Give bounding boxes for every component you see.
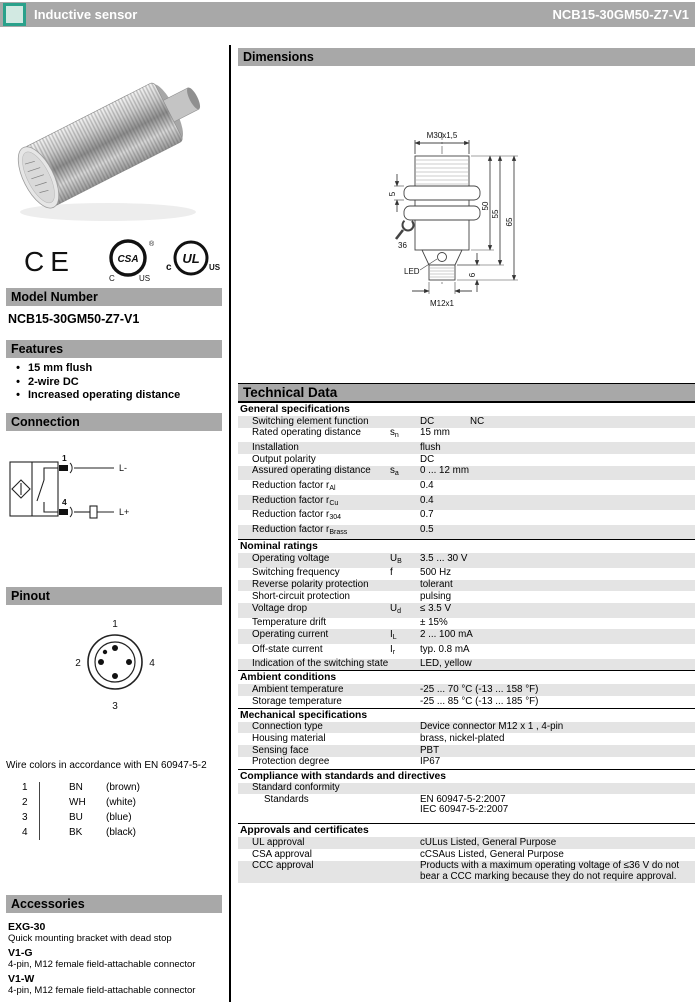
- accessories-list: [8, 918, 222, 996]
- tech-row-label: Protection degree: [252, 756, 330, 768]
- tech-row-value-part: NC: [470, 415, 485, 427]
- ce-mark: CE: [24, 246, 75, 277]
- tech-row-symbol: [390, 481, 420, 495]
- tech-row: [238, 603, 695, 618]
- tech-row-label: CSA approval: [252, 848, 312, 860]
- wire-pin: 4: [22, 827, 28, 838]
- svg-text:1: 1: [112, 619, 118, 630]
- wire-code: BK: [69, 827, 83, 838]
- tech-row: [238, 745, 695, 757]
- tech-section-title: Approvals and certificates: [238, 823, 695, 837]
- tech-row: [238, 416, 695, 428]
- svg-text:M30x1,5: M30x1,5: [426, 131, 458, 140]
- svg-text:L+: L+: [119, 507, 130, 517]
- tech-row: [238, 525, 695, 540]
- accessory-description: 4-pin, M12 female field-attachable connector: [8, 985, 196, 996]
- tech-row-symbol: [390, 496, 420, 510]
- tech-row-symbol: [390, 525, 420, 539]
- tech-row-symbol: $U_d$: [390, 602, 401, 615]
- product-photo: [8, 52, 216, 230]
- tech-row: [238, 428, 695, 443]
- tech-row-label: Installation: [252, 441, 299, 453]
- tech-row-label: Short-circuit protection: [252, 590, 351, 602]
- tech-row: [238, 644, 695, 659]
- bullet-icon: •: [16, 362, 20, 374]
- tech-row-value: ± 15%: [420, 617, 448, 629]
- wire-table-divider: [39, 782, 40, 840]
- wire-colors-note: Wire colors in accordance with EN 60947-5-2: [6, 760, 207, 771]
- tech-row-value: cULus Listed, General Purpose: [420, 836, 557, 848]
- tech-row-symbol: [390, 697, 420, 708]
- bullet-icon: •: [16, 389, 20, 401]
- tech-row: [238, 480, 695, 495]
- tech-row-symbol: [390, 443, 420, 454]
- wire-pin: 3: [22, 812, 28, 823]
- tech-row-symbol: [390, 685, 420, 696]
- tech-row-label: Storage temperature: [252, 695, 342, 707]
- svg-text:LED: LED: [404, 267, 420, 276]
- tech-row-value: Products with a maximum operating voltage of ≤36 V do not bear a CCC marking because they do not require approval.: [420, 860, 680, 882]
- tech-row-label: Operating current: [252, 628, 329, 640]
- svg-text:C: C: [109, 274, 115, 283]
- tech-row-label: Off-state current: [252, 643, 323, 655]
- tech-row-label: Switching frequency: [252, 567, 340, 579]
- tech-row-label: Connection type: [252, 721, 323, 733]
- tech-row-label: Reduction factor $r_{Al}$: [252, 480, 336, 493]
- tech-row-value-part: DC: [420, 415, 435, 427]
- tech-row-label: Output polarity: [252, 453, 316, 465]
- svg-text:3: 3: [112, 701, 118, 712]
- svg-text:5: 5: [388, 191, 397, 197]
- technical-data-table: [238, 402, 695, 883]
- tech-row: [238, 733, 695, 745]
- tech-row: [238, 454, 695, 466]
- cul-us-mark: [166, 242, 220, 274]
- tech-row: [238, 722, 695, 734]
- tech-section-title: Ambient conditions: [238, 670, 695, 684]
- tech-row-label: UL approval: [252, 836, 305, 848]
- tech-row-symbol: $I_L$: [390, 628, 397, 641]
- tech-row-label: Indication of the switching state: [252, 658, 389, 670]
- tech-row-value: 500 Hz: [420, 567, 452, 579]
- tech-section-title: Mechanical specifications: [238, 708, 695, 722]
- model-number-value: NCB15-30GM50-Z7-V1: [8, 312, 140, 326]
- tech-row: [238, 495, 695, 510]
- svg-text:65: 65: [505, 217, 514, 227]
- tech-row-symbol: $s_a$: [390, 465, 399, 478]
- tech-row-value: IP67: [420, 756, 441, 768]
- tech-row-value: LED, yellow: [420, 658, 472, 670]
- tech-row-value: [420, 795, 695, 816]
- tech-row-value: flush: [420, 441, 441, 453]
- column-divider: [229, 45, 231, 1002]
- tech-row: [238, 861, 695, 883]
- tech-row-label: Reduction factor $r_{Cu}$: [252, 494, 339, 507]
- feature-item: [8, 376, 220, 390]
- pinout-diagram: [60, 614, 170, 714]
- tech-row-symbol: [390, 659, 420, 670]
- csa-mark: [109, 240, 155, 283]
- wire-code: BN: [69, 782, 83, 793]
- tech-row-value-line: IEC 60947-5-2:2007: [420, 804, 509, 816]
- tech-row-value: 15 mm: [420, 427, 450, 439]
- accessory-name: V1-G: [8, 947, 33, 959]
- tech-row-value: pulsing: [420, 590, 452, 602]
- tech-row-label: Reduction factor $r_{304}$: [252, 509, 342, 522]
- feature-label: 2-wire DC: [28, 375, 79, 388]
- tech-row-symbol: [390, 722, 420, 733]
- svg-text:c: c: [166, 262, 172, 273]
- tech-row-symbol: [390, 783, 420, 794]
- tech-row-symbol: [390, 455, 420, 466]
- dimensions-heading: Dimensions: [238, 48, 695, 66]
- tech-row-symbol: [390, 757, 420, 768]
- tech-row-label: Temperature drift: [252, 617, 327, 629]
- tech-row-value: tolerant: [420, 579, 453, 591]
- tech-row: [238, 510, 695, 525]
- svg-text:1: 1: [62, 453, 67, 463]
- accessory-name: EXG-30: [8, 921, 46, 933]
- tech-row-symbol: [390, 417, 420, 428]
- tech-row-symbol: [390, 838, 420, 849]
- wire-pin: 1: [22, 782, 28, 793]
- tech-row-symbol: [390, 618, 420, 629]
- brand-logo-icon: [3, 3, 26, 26]
- tech-row-value: DC: [420, 453, 435, 465]
- feature-item: [8, 362, 220, 376]
- tech-row: [238, 568, 695, 580]
- tech-row: [238, 659, 695, 671]
- tech-row-label: Assured operating distance: [252, 465, 371, 477]
- features-heading: Features: [6, 340, 222, 358]
- technical-data-heading: Technical Data: [238, 383, 695, 402]
- tech-row-symbol: [390, 510, 420, 524]
- wire-pin: 2: [22, 797, 28, 808]
- bullet-icon: •: [16, 375, 20, 388]
- tech-row: [238, 580, 695, 592]
- svg-text:6: 6: [468, 272, 477, 278]
- tech-row-symbol: [390, 795, 420, 816]
- tech-row-value: 3.5 ... 30 V: [420, 552, 468, 564]
- header-model-number: NCB15-30GM50-Z7-V1: [552, 7, 689, 22]
- wire-color-name: (black): [106, 827, 137, 838]
- accessory-description: 4-pin, M12 female field-attachable connector: [8, 959, 196, 970]
- tech-row-symbol: [390, 580, 420, 591]
- tech-row-value: [420, 783, 695, 794]
- tech-row-value: 0.7: [420, 509, 434, 521]
- tech-row: [238, 466, 695, 481]
- features-list: [8, 362, 220, 403]
- wire-color-name: (white): [106, 797, 137, 808]
- tech-row-symbol: $U_B$: [390, 552, 402, 565]
- svg-text:®: ®: [149, 241, 155, 248]
- tech-row-label: Ambient temperature: [252, 683, 344, 695]
- svg-text:US: US: [139, 274, 151, 283]
- accessory-description: Quick mounting bracket with dead stop: [8, 933, 172, 944]
- tech-row-symbol: [390, 746, 420, 757]
- tech-row-label: Voltage drop: [252, 602, 308, 614]
- feature-label: 15 mm flush: [28, 362, 93, 374]
- tech-row-value: -25 ... 70 °C (-13 ... 158 °F): [420, 683, 539, 695]
- tech-row-label: Standard conformity: [252, 782, 340, 794]
- tech-row-value: PBT: [420, 744, 440, 756]
- tech-row-value: 0.4: [420, 494, 434, 506]
- model-number-heading: Model Number: [6, 288, 222, 306]
- wire-color-name: (blue): [106, 812, 132, 823]
- tech-row: [238, 442, 695, 454]
- svg-text:55: 55: [491, 209, 500, 219]
- tech-row-value: 0.5: [420, 524, 434, 536]
- tech-section-title: General specifications: [238, 402, 695, 416]
- tech-row-symbol: [390, 850, 420, 861]
- svg-text:US: US: [209, 263, 220, 272]
- page-title: Inductive sensor: [34, 7, 138, 22]
- wire-code: WH: [69, 797, 86, 808]
- dimensions-drawing: [352, 126, 532, 318]
- tech-row-label: Reduction factor $r_{Brass}$: [252, 524, 348, 537]
- connection-heading: Connection: [6, 413, 222, 431]
- tech-row-value: 0.4: [420, 480, 434, 492]
- tech-row-value: 0 ... 12 mm: [420, 465, 469, 477]
- svg-text:UL: UL: [182, 251, 200, 266]
- tech-row-value: cCSAus Listed, General Purpose: [420, 848, 564, 860]
- tech-row-label: Switching element function: [252, 415, 369, 427]
- tech-row: [238, 591, 695, 603]
- tech-row-value: typ. 0.8 mA: [420, 643, 470, 655]
- wire-code: BU: [69, 812, 83, 823]
- certification-logos: [8, 233, 220, 285]
- tech-row: [238, 629, 695, 644]
- tech-row: [238, 618, 695, 630]
- tech-row-label: Rated operating distance: [252, 427, 361, 439]
- tech-row: [238, 783, 695, 795]
- svg-text:4: 4: [149, 658, 155, 669]
- tech-row-value: brass, nickel-plated: [420, 733, 505, 745]
- tech-section-title: Nominal ratings: [238, 539, 695, 553]
- tech-row: [238, 553, 695, 568]
- tech-row: [238, 684, 695, 696]
- tech-row-label: Operating voltage: [252, 552, 330, 564]
- page-header-bar: [0, 2, 695, 27]
- tech-row-label: Housing material: [252, 733, 326, 745]
- tech-row-symbol: $I_r$: [390, 643, 396, 656]
- svg-text:CSA: CSA: [117, 254, 139, 265]
- tech-row-value: [420, 417, 695, 428]
- tech-row: [238, 696, 695, 708]
- tech-section-title: Compliance with standards and directives: [238, 769, 695, 783]
- tech-row: [238, 837, 695, 849]
- tech-row-value: 2 ... 100 mA: [420, 628, 473, 640]
- tech-row-value-line: EN 60947-5-2:2007: [420, 793, 506, 805]
- svg-text:2: 2: [75, 658, 81, 669]
- svg-text:M12x1: M12x1: [429, 299, 455, 308]
- tech-row-value: Device connector M12 x 1 , 4-pin: [420, 721, 564, 733]
- accessories-heading: Accessories: [6, 895, 222, 913]
- feature-label: Increased operating distance: [28, 389, 181, 401]
- tech-row-label: Sensing face: [252, 744, 309, 756]
- pinout-heading: Pinout: [6, 587, 222, 605]
- tech-row-label: Standards: [264, 793, 309, 805]
- tech-row-symbol: [390, 592, 420, 603]
- tech-row-label: CCC approval: [252, 860, 314, 872]
- tech-row-symbol: [390, 861, 420, 882]
- tech-row-symbol: f: [390, 567, 393, 579]
- svg-text:4: 4: [62, 497, 67, 507]
- tech-row: [238, 849, 695, 861]
- svg-text:50: 50: [481, 201, 490, 211]
- tech-row-symbol: [390, 734, 420, 745]
- svg-text:36: 36: [398, 241, 407, 250]
- tech-row-value: ≤ 3.5 V: [420, 602, 451, 614]
- tech-row-value: -25 ... 85 °C (-13 ... 185 °F): [420, 695, 539, 707]
- tech-row: [238, 794, 695, 816]
- svg-text:L-: L-: [119, 463, 128, 473]
- feature-item: [8, 389, 220, 403]
- connection-diagram: [6, 452, 166, 530]
- tech-row-label: Reverse polarity protection: [252, 579, 369, 591]
- wire-color-name: (brown): [106, 782, 140, 793]
- accessory-name: V1-W: [8, 973, 35, 985]
- tech-row-symbol: $s_n$: [390, 427, 399, 440]
- tech-row: [238, 757, 695, 769]
